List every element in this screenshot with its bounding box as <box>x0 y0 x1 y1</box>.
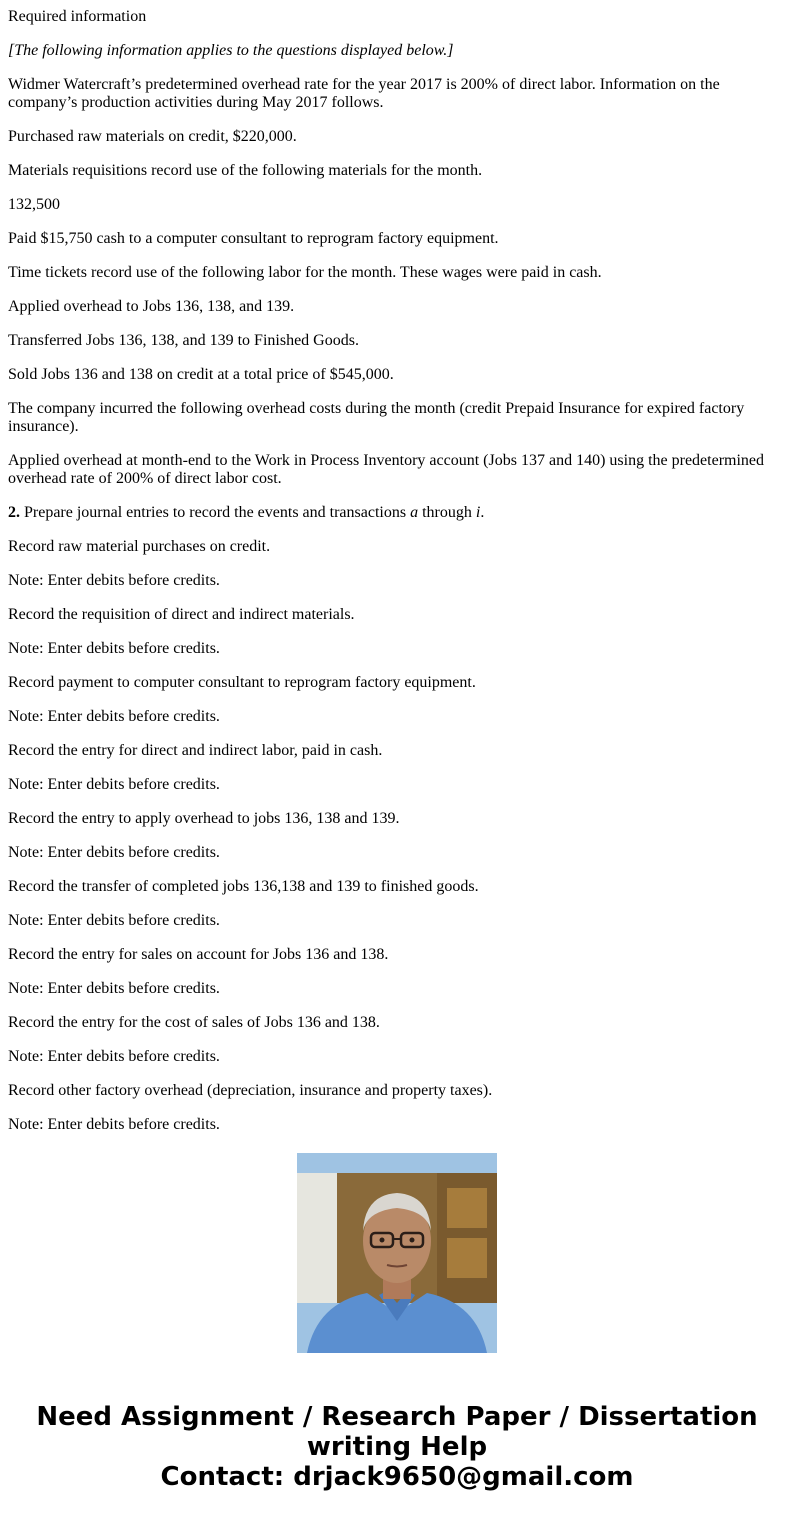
question-text-after: . <box>480 504 485 521</box>
avatar <box>297 1153 497 1353</box>
document-body <box>8 0 778 1133</box>
entry-note: Note: Enter debits before credits. <box>8 980 220 997</box>
question-text-before: Prepare journal entries to record the events and transactions <box>20 504 411 521</box>
event-g: Sold Jobs 136 and 138 on credit at a total price of $545,000. <box>8 366 394 383</box>
entry-instruction: Record the entry to apply overhead to jobs 136, 138 and 139. <box>8 810 400 827</box>
entry-instruction: Record the entry for sales on account for Jobs 136 and 138. <box>8 946 389 963</box>
entry-note: Note: Enter debits before credits. <box>8 640 220 657</box>
event-f: Transferred Jobs 136, 138, and 139 to Finished Goods. <box>8 332 359 349</box>
entry-note: Note: Enter debits before credits. <box>8 912 220 929</box>
question-number: 2. <box>8 504 20 521</box>
event-a: Purchased raw materials on credit, $220,000. <box>8 128 297 145</box>
event-c: Paid $15,750 cash to a computer consultant to reprogram factory equipment. <box>8 230 499 247</box>
entry-instruction: Record payment to computer consultant to reprogram factory equipment. <box>8 674 476 691</box>
entry-instruction: Record the requisition of direct and indirect materials. <box>8 606 355 623</box>
promo-line-1: Need Assignment / Research Paper / Dissertation <box>36 1402 758 1432</box>
question-var-a: a <box>410 504 419 521</box>
promo-line-2: writing Help <box>306 1432 488 1462</box>
contact-banner <box>0 1402 794 1492</box>
portrait-image <box>297 1153 497 1353</box>
entry-note: Note: Enter debits before credits. <box>8 708 220 725</box>
event-b: Materials requisitions record use of the following materials for the month. <box>8 162 483 179</box>
event-d: Time tickets record use of the following labor for the month. These wages were paid in cash. <box>8 264 602 281</box>
entry-note: Note: Enter debits before credits. <box>8 1048 220 1065</box>
promo-contact-line: Contact: drjack9650@gmail.com <box>160 1462 634 1492</box>
entry-note: Note: Enter debits before credits. <box>8 844 220 861</box>
event-i: Applied overhead at month-end to the Work in Process Inventory account (Jobs 137 and 140) using the predetermined overhead rate of 200% of direct labor cost. <box>8 452 765 487</box>
question-prompt <box>8 504 778 522</box>
intro-note: [The following information applies to the questions displayed below.] <box>8 42 454 59</box>
event-h: The company incurred the following overhead costs during the month (credit Prepaid Insurance for expired factory insurance). <box>8 400 745 435</box>
problem-statement: Widmer Watercraft’s predetermined overhead rate for the year 2017 is 200% of direct labor. Information on the company’s production activities during May 2017 follows. <box>8 76 720 111</box>
entry-instruction: Record raw material purchases on credit. <box>8 538 271 555</box>
entry-instruction: Record the entry for the cost of sales of Jobs 136 and 138. <box>8 1014 380 1031</box>
entry-instruction: Record the transfer of completed jobs 136,138 and 139 to finished goods. <box>8 878 479 895</box>
heading: Required information <box>8 8 147 25</box>
entry-instruction: Record other factory overhead (depreciation, insurance and property taxes). <box>8 1082 493 1099</box>
event-e: Applied overhead to Jobs 136, 138, and 139. <box>8 298 295 315</box>
entry-note: Note: Enter debits before credits. <box>8 1116 220 1133</box>
question-var-i: i <box>475 504 481 521</box>
entry-instruction: Record the entry for direct and indirect labor, paid in cash. <box>8 742 383 759</box>
entry-note: Note: Enter debits before credits. <box>8 776 220 793</box>
event-b-value: 132,500 <box>8 196 60 213</box>
entry-note: Note: Enter debits before credits. <box>8 572 220 589</box>
question-text-middle: through <box>418 504 476 521</box>
